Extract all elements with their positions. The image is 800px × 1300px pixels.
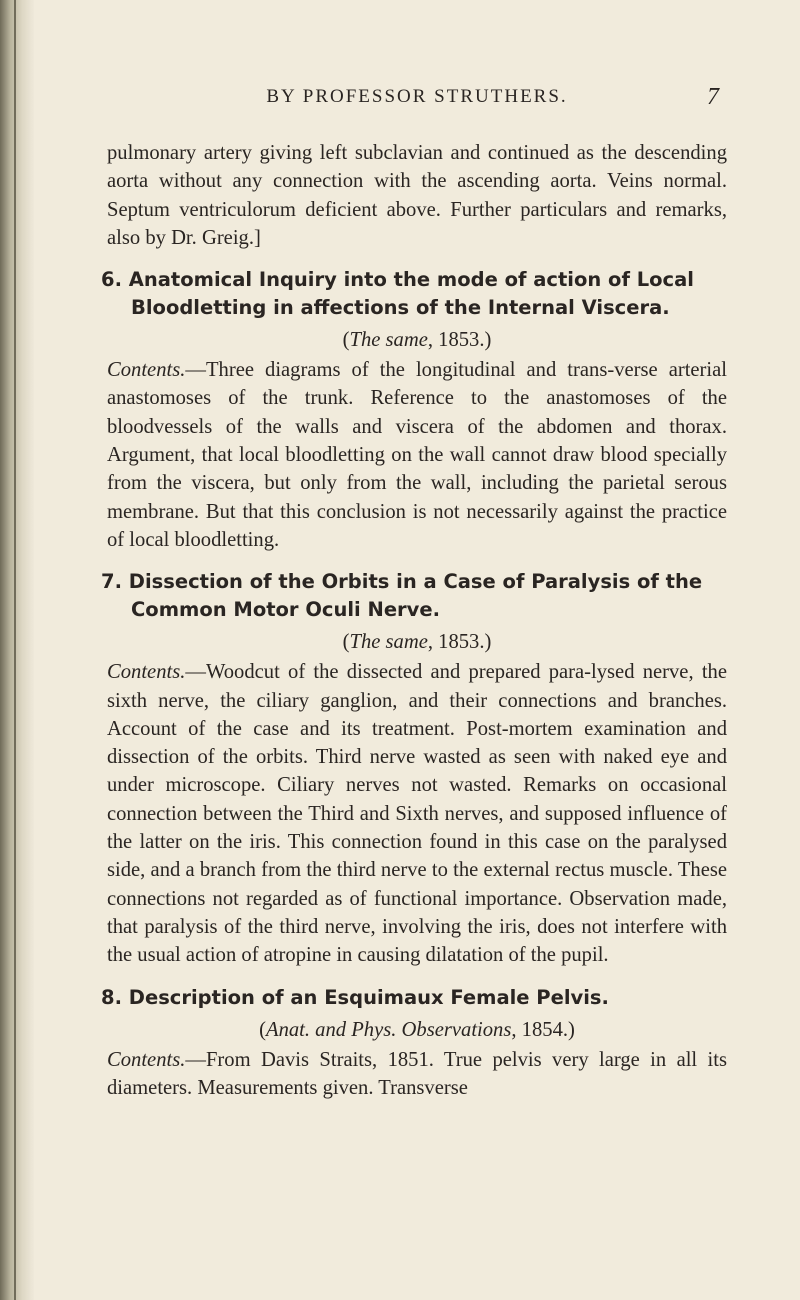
section-title: Dissection of the Orbits in a Case of Paralysis of the Common Motor Oculi Nerve. [128,570,703,622]
source-year: , 1853.) [427,329,492,352]
source-paren: ( [342,329,350,352]
source-paren: ( [342,631,350,654]
section-7 [101,568,727,969]
source-year: , 1854.) [511,1018,575,1041]
book-binding-edge [0,0,34,1300]
section-number: 6. [101,268,122,292]
source-title: The same [349,631,428,654]
running-title: BY PROFESSOR STRUTHERS. [266,86,568,107]
contents-text: —From Davis Straits, 1851. True pelvis very large in all its diameters. Measurements given. Transverse [107,1048,727,1099]
page-number: 7 [707,84,719,110]
source-title: Anat. and Phys. Observations [265,1018,512,1041]
section-contents [107,658,727,969]
page-body [101,139,727,1102]
contents-label: Contents. [107,359,186,382]
section-number: 8. [101,985,122,1009]
source-year: , 1853.) [427,631,492,654]
section-contents [107,356,727,554]
section-source [107,628,727,656]
section-heading [101,266,727,322]
contents-text: —Woodcut of the dissected and prepared para-lysed nerve, the sixth nerve, the ciliary ganglion, and their connections and branches. Account of the case and its treatment. Post-mortem examination and dissection of the orbits. Third nerve wasted as seen with naked eye and under microscope. Ciliary nerves not wasted. Remarks on occasional connection between the Third and Sixth nerves, and supposed influence of the latter on the iris. This connection found in this case on the paralysed side, and a branch from the third nerve to the external rectus muscle. These connections not regarded as of functional importance. Observation made, that paralysis of the third nerve, involving the iris, does not interfere with the usual action of atropine in causing dilatation of the pupil. [107,661,727,967]
contents-label: Contents. [107,661,186,684]
section-source [107,326,727,354]
binding-gutter-line [14,0,16,1300]
section-contents [107,1046,727,1103]
running-head [107,86,727,116]
contents-text: —Three diagrams of the longitudinal and trans-verse arterial anastomoses of the trunk. Reference to the anastomoses of the bloodvessels of the walls and viscera of the abdomen and thorax. Argument, that local bloodletting on the wall cannot draw blood specially from the viscera, but only from the wall, including the parietal serous membrane. But that this conclusion is not necessarily against the practice of local bloodletting. [107,359,727,551]
section-6 [101,266,727,554]
section-number: 7. [101,570,122,594]
section-source [107,1016,727,1044]
section-8 [101,984,727,1103]
source-title: The same [349,329,428,352]
section-heading [101,568,727,624]
section-heading [101,984,727,1012]
contents-label: Contents. [107,1048,186,1071]
intro-paragraph: pulmonary artery giving left subclavian and continued as the descending aorta without any connection with the ascending aorta. Veins normal. Septum ventriculorum deficient above. Further particulars and remarks, also by Dr. Greig.] [107,142,727,249]
section-title: Description of an Esquimaux Female Pelvis. [128,985,609,1009]
section-title: Anatomical Inquiry into the mode of action of Local Bloodletting in affections of the Internal Viscera. [128,268,694,320]
source-paren: ( [259,1018,266,1041]
